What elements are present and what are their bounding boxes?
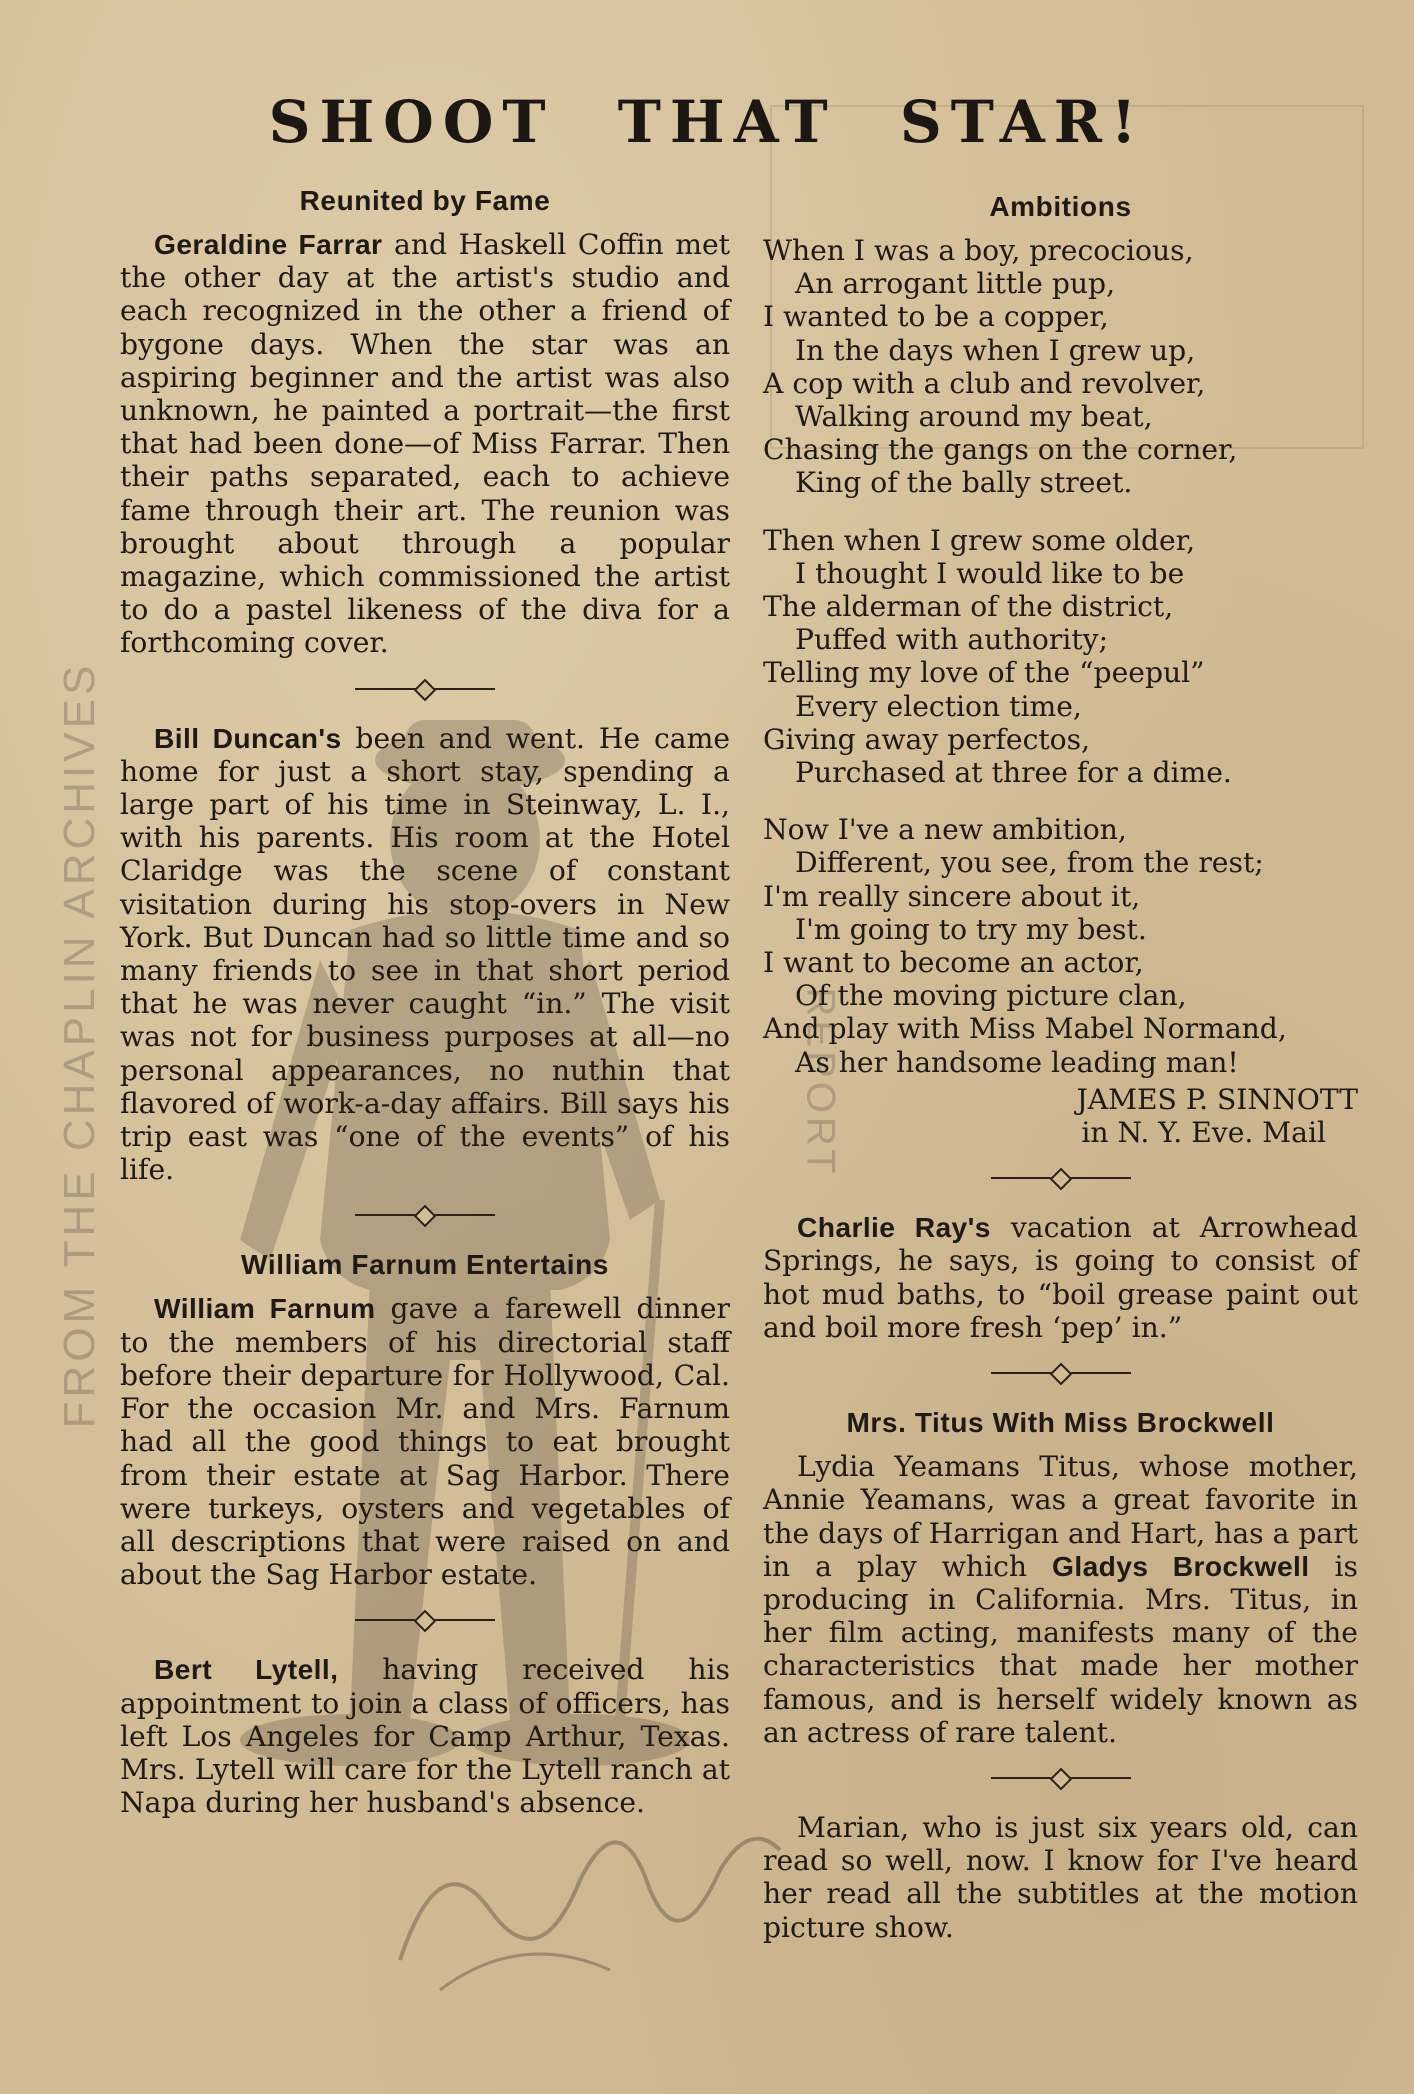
poem-stanza-2 — [763, 524, 1358, 790]
poem-line: An arrogant little pup, — [795, 267, 1116, 301]
body-titus-a: Lydia Yeamans Titus, whose mother, Annie Yeamans, was a great favorite in the days of Harrigan and Hart, has a part in a play which — [763, 1450, 1358, 1583]
poem-line: As her handsome leading man! — [795, 1045, 1239, 1079]
poem-line: Telling my love of the “peepul” — [763, 656, 1205, 690]
poem-line: Every election time, — [795, 689, 1082, 723]
lead-charlie-ray: Charlie Ray's — [797, 1211, 991, 1244]
ornament-divider — [355, 1206, 495, 1224]
poem-line: Puffed with authority; — [795, 623, 1109, 657]
article-lytell — [120, 1653, 730, 1819]
body-farrar: and Haskell Coffin met the other day at the artist's studio and each recognized in the other a friend of bygone days. When the star was an aspiring beginner and the artist was also unknown, he painted a portrait—the first that had been done—of Miss Farrar. Then their paths separated, each to achieve fame through their art. The reunion was brought about through a popular magazine, which commissioned the artist to do a pastel likeness of the diva for a forthcoming cover. — [120, 228, 730, 660]
poem-line: Walking around my beat, — [795, 400, 1153, 434]
poem-line: Then when I grew some older, — [763, 523, 1196, 557]
article-charlie-ray — [763, 1211, 1358, 1344]
heading-farnum-entertains: William Farnum Entertains — [241, 1249, 609, 1281]
article-farnum — [120, 1292, 730, 1591]
lead-lytell: Bert Lytell, — [154, 1653, 339, 1686]
heading-reunited-by-fame: Reunited by Fame — [299, 185, 551, 216]
poem-ambitions — [763, 234, 1358, 1149]
ornament-divider — [355, 680, 495, 698]
poem-line: When I was a boy, precocious, — [763, 234, 1194, 267]
heading-ambitions: Ambitions — [989, 191, 1132, 222]
body-titus-b: is producing in California. Mrs. Titus, in her film acting, manifests many of the characteristics that made her mother famous, and is herself widely known as an actress of rare talent. — [763, 1549, 1358, 1749]
poem-line: King of the bally street. — [795, 466, 1133, 500]
poem-line: Chasing the gangs on the corner, — [763, 433, 1238, 467]
article-marian: Marian, who is just six years old, can read so well, now. I know for I've heard her read all the subtitles at the motion picture show. — [763, 1810, 1358, 1944]
lead-farnum: William Farnum — [154, 1292, 376, 1325]
poem-line: Different, you see, from the rest; — [795, 846, 1264, 880]
poem-stanza-3 — [763, 813, 1358, 1079]
article-titus — [763, 1450, 1358, 1749]
poem-author: JAMES P. SINNOTT — [1076, 1082, 1358, 1116]
article-duncan — [120, 722, 730, 1187]
poem-line: Now I've a new ambition, — [763, 813, 1127, 847]
poem-line: Of the moving picture clan, — [795, 979, 1187, 1013]
right-column — [763, 190, 1358, 1944]
archive-watermark-text: FROM THE CHAPLIN ARCHIVES — [55, 661, 104, 1429]
poem-source: in N. Y. Eve. Mail — [1081, 1116, 1326, 1150]
poem-line: I'm going to try my best. — [795, 912, 1147, 946]
body-farnum: gave a farewell dinner to the members of his directorial staff before their departure for Hollywood, Cal. For the occasion Mr. and Mrs. Farnum had all the good things to eat brought from their estate at Sag Harbor. There were turkeys, oysters and vegetables of all descriptions that were raised on and about the Sag Harbor estate. — [120, 1292, 730, 1592]
poem-line: I'm really sincere about it, — [763, 879, 1141, 913]
poem-line: A cop with a club and revolver, — [763, 366, 1206, 400]
ornament-divider — [991, 1169, 1131, 1187]
poem-line: I want to become an actor, — [763, 946, 1144, 980]
page-title: SHOOT THAT STAR! — [268, 88, 1146, 156]
body-lytell: having received his appointment to join a class of officers, has left Los Angeles for Camp Arthur, Texas. Mrs. Lytell will care for the Lytell ranch at Napa during her husband's absence. — [120, 1653, 730, 1820]
poem-line: I thought I would like to be — [795, 556, 1185, 590]
poem-line: In the days when I grew up, — [795, 333, 1196, 367]
ornament-divider — [991, 1769, 1131, 1787]
article-farrar — [120, 228, 730, 660]
ornament-divider — [355, 1611, 495, 1629]
poem-line: The alderman of the district, — [763, 590, 1174, 624]
body-charlie-ray: vacation at Arrowhead Springs, he says, is going to consist of hot mud baths, to “boil grease paint out and boil more fresh ‘pep’ in.” — [763, 1211, 1359, 1344]
poem-line: And play with Miss Mabel Normand, — [763, 1012, 1287, 1046]
bold-brockwell: Gladys Brockwell — [1052, 1549, 1310, 1582]
heading-titus-brockwell: Mrs. Titus With Miss Brockwell — [846, 1407, 1275, 1439]
poem-line: I wanted to be a copper, — [763, 300, 1109, 334]
poem-line: Purchased at three for a dime. — [795, 756, 1232, 790]
lead-farrar: Geraldine Farrar — [154, 228, 383, 260]
poem-line: Giving away perfectos, — [763, 722, 1091, 756]
lead-duncan: Bill Duncan's — [154, 721, 342, 754]
body-duncan: been and went. He came home for just a short stay, spending a large part of his time in Steinway, L. I., with his parents. His room at the Hotel Claridge was the scene of constant visitation during his stop-overs in New York. But Duncan had so little time and so many friends to see in that short period that he was never caught “in.” The visit was not for business purposes at all—no personal appearances, no nuthin that flavored of work-a-day affairs. Bill says his trip east was “one of the events” of his life. — [120, 721, 730, 1187]
left-column — [120, 184, 730, 1819]
ornament-divider — [991, 1364, 1131, 1382]
report-watermark-text: REPORT — [798, 987, 843, 1178]
poem-stanza-1 — [763, 234, 1358, 500]
